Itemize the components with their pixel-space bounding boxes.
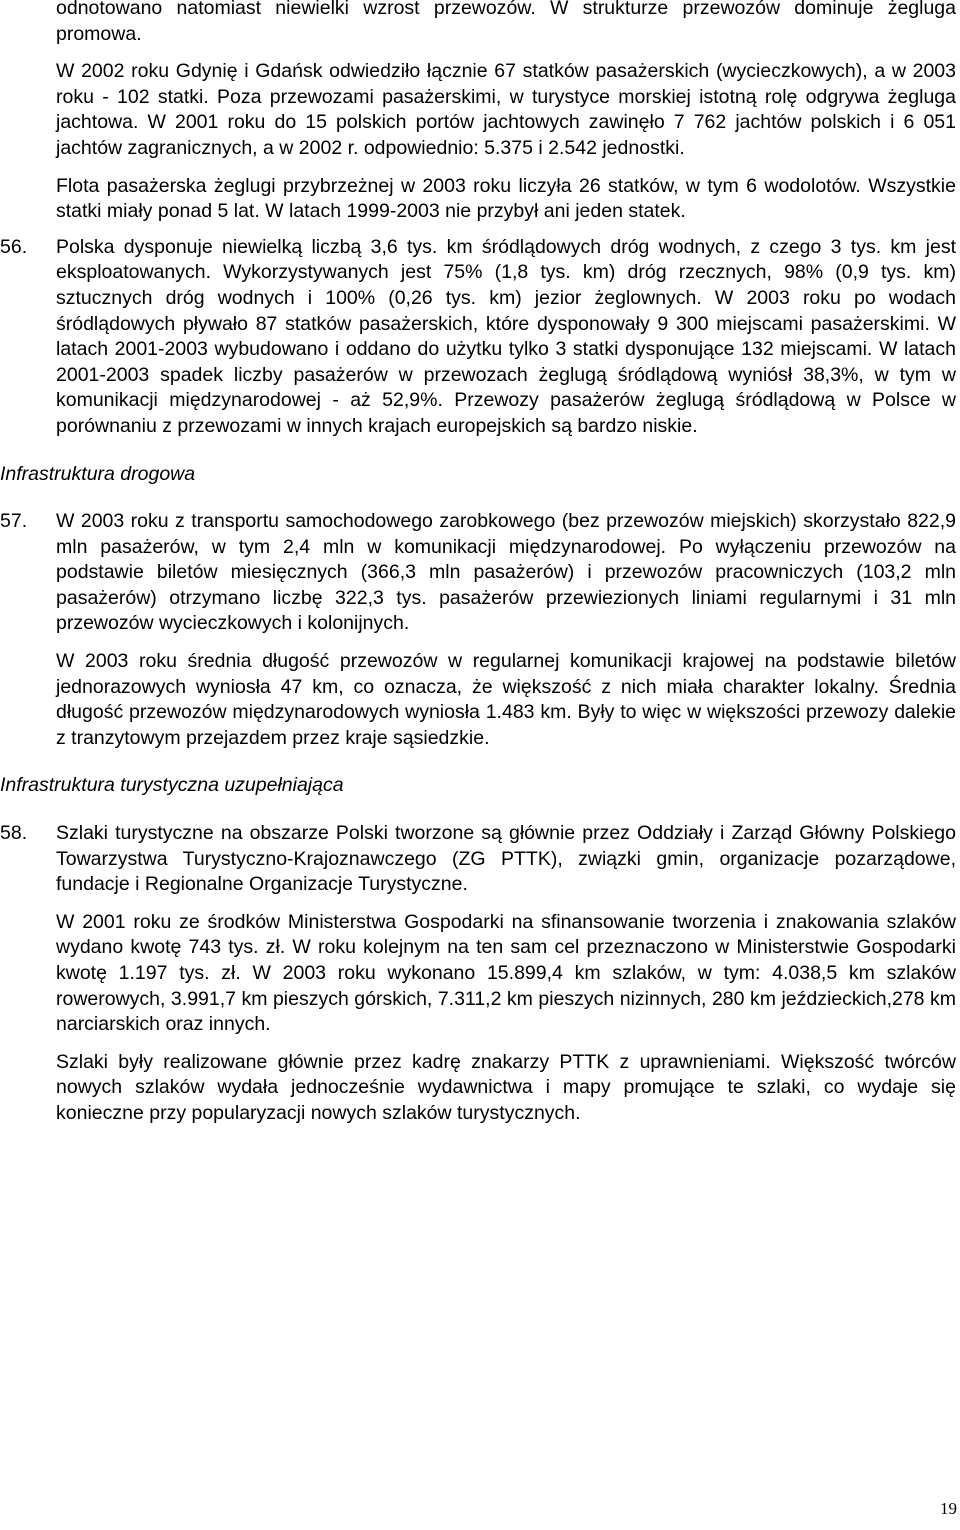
paragraph-55-continuation bbox=[0, 0, 956, 225]
paragraph-58 bbox=[0, 821, 958, 1127]
section-heading-roads: Infrastruktura drogowa bbox=[0, 462, 196, 485]
paragraph-number: 56. bbox=[0, 235, 28, 258]
paragraph-text: W 2001 roku ze środków Ministerstwa Gospodarki na sfinansowanie tworzenia i znakowania szlaków wydano kwotę 743 tys. zł. W roku kolejnym na ten sam cel przeznaczono w Ministerstwie Gospodarki kwotę 1.197 tys. zł. W 2003 roku wykonano 15.899,4 km szlaków, w tym: 4.038,5 km szlaków rowerowych, 3.991,7 km pieszych górskich, 7.311,2 km pieszych nizinnych, 280 km jeździeckich,278 km narciarskich oraz innych. bbox=[56, 910, 956, 1036]
paragraph-text: Polska dysponuje niewielką liczbą 3,6 tys. km śródlądowych dróg wodnych, z czego 3 tys. km jest eksploatowanych. Wykorzystywanych jest 75% (1,8 tys. km) dróg rzecznych, 98% (0,9 tys. km) sztucznych dróg wodnych i 100% (0,26 tys. km) jezior żeglownych. W 2003 roku po wodach śródlądowych pływało 87 statków pasażerskich, które dysponowały 9 300 miejscami pasażerskimi. W latach 2001-2003 wybudowano i oddano do użytku tylko 3 statki dysponujące 132 miejscami. W latach 2001-2003 spadek liczby pasażerów w przewozach żeglugą śródlądową wyniósł 38,3%, w tym w komunikacji międzynarodowej - aż 52,9%. Przewozy pasażerów żeglugą śródlądową w Polsce w porównaniu z przewozami w innych krajach europejskich są bardzo niskie. bbox=[56, 235, 956, 437]
paragraph-text: Flota pasażerska żeglugi przybrzeżnej w 2003 roku liczyła 26 statków, w tym 6 wodolotów. Wszystkie statki miały ponad 5 lat. W latach 1999-2003 nie przybył ani jeden statek. bbox=[56, 174, 956, 223]
paragraph-57 bbox=[0, 509, 958, 751]
paragraph-text: Szlaki turystyczne na obszarze Polski tworzone są głównie przez Oddziały i Zarząd Główny Polskiego Towarzystwa Turystyczno-Krajoznawczego (ZG PTTK), związki gmin, organizacje pozarządowe, fundacje i Regionalne Organizacje Turystyczne. bbox=[56, 822, 956, 896]
paragraph-text: odnotowano natomiast niewielki wzrost przewozów. W strukturze przewozów dominuje żegluga promowa. bbox=[56, 0, 956, 45]
paragraph-56 bbox=[0, 235, 958, 440]
paragraph-number: 57. bbox=[0, 510, 28, 533]
paragraph-number: 58. bbox=[0, 822, 28, 845]
paragraph-text: Szlaki były realizowane głównie przez kadrę znakarzy PTTK z uprawnieniami. Większość twórców nowych szlaków wydała jednocześnie wydawnictwa i mapy promujące te szlaki, co wydaje się konieczne przy popularyzacji nowych szlaków turystycznych. bbox=[56, 1050, 956, 1124]
page-number: 19 bbox=[940, 1499, 957, 1518]
section-heading-tourism: Infrastruktura turystyczna uzupełniająca bbox=[0, 774, 344, 797]
paragraph-text: W 2002 roku Gdynię i Gdańsk odwiedziło łącznie 67 statków pasażerskich (wycieczkowych), a w 2003 roku - 102 statki. Poza przewozami pasażerskimi, w turystyce morskiej istotną rolę odgrywa żegluga jachtowa. W 2001 roku do 15 polskich portów jachtowych zawinęło 7 762 jachtów polskich i 6 051 jachtów zagranicznych, a w 2002 r. odpowiednio: 5.375 i 2.542 jednostki. bbox=[56, 60, 956, 159]
paragraph-text: W 2003 roku z transportu samochodowego zarobkowego (bez przewozów miejskich) skorzystało 822,9 mln pasażerów, w tym 2,4 mln w komunikacji międzynarodowej. Po wyłączeniu przewozów na podstawie biletów miesięcznych (366,3 mln pasażerów) i przewozów pracowniczych (103,2 mln pasażerów) otrzymano liczbę 322,3 tys. pasażerów przewiezionych liniami regularnymi i 31 mln przewozów wycieczkowych i kolonijnych. bbox=[56, 510, 956, 635]
paragraph-text: W 2003 roku średnia długość przewozów w regularnej komunikacji krajowej na podstawie biletów jednorazowych wyniosła 47 km, co oznacza, że większość z nich miała charakter lokalny. Średnia długość przewozów międzynarodowych wyniosła 1.483 km. Były to więc w większości przewozy dalekie z tranzytowym przejazdem przez kraje sąsiedzkie. bbox=[56, 650, 956, 749]
